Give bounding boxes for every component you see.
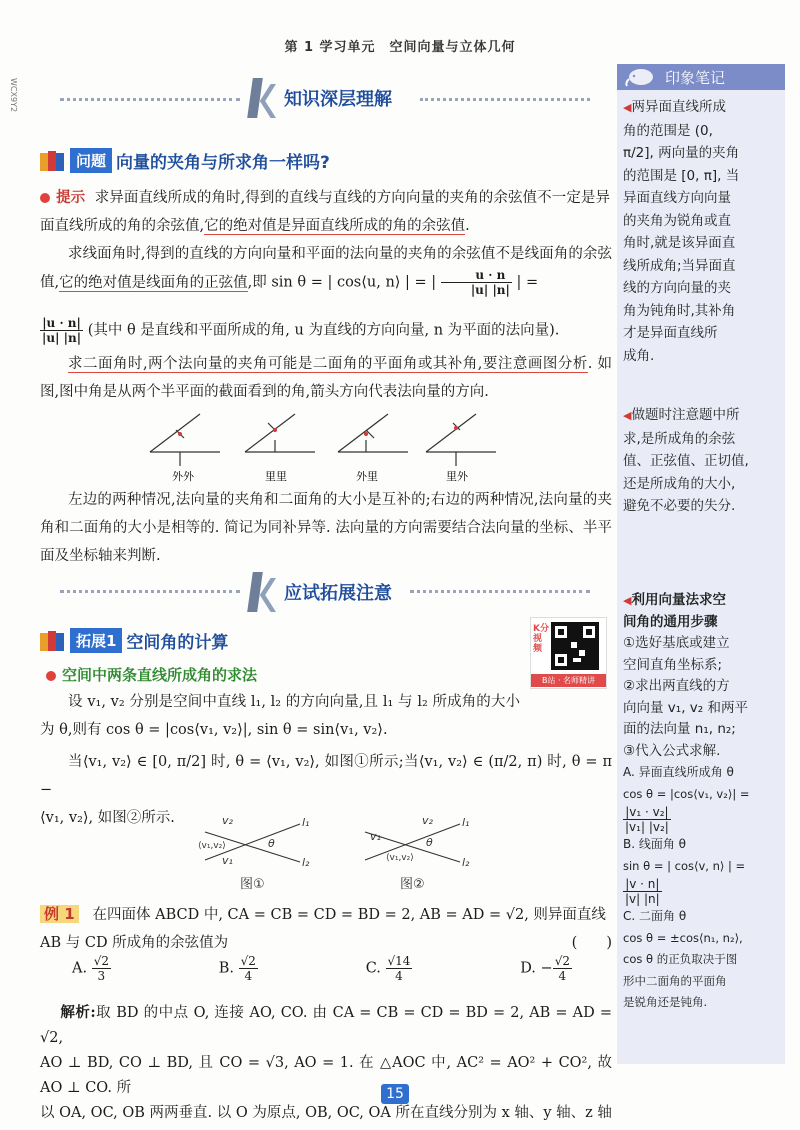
hint-paragraph-1: 提示 求异面直线所成的角时,得到的直线与直线的方向向量的夹角的余弦值不一定是异面直线所成的角的余弦值,它的绝对值是异面直线所成的角的余弦值. — [40, 190, 611, 234]
divider-dots — [60, 590, 240, 595]
sidebar-note-3: ◀利用向量法求空 间角的通用步骤 ①选好基底或建立 空间直角坐标系; ②求出两直线的方 向向量 v₁, v₂ 和两平 面的法向量 n₁, n₂; ③代入公式求解. A. 异面直线所成角 θ cos θ = |cos⟨v₁, v₂⟩| = $\frac{\text{|v₁ · v₂|}}{\text{|v₁| |v₂|}}$ B. 线面角 θ sin θ = | cos⟨v, n⟩ | = $\frac{|v \cdot n|}{|v| |n|}$ C. 二面角 θ cos θ = ±cos⟨n₁, n₂⟩, cos θ 的正负取决于图 形中二面角的平面角 是锐角还是钝角. — [623, 592, 750, 1009]
books-icon — [40, 631, 68, 651]
choices — [72, 954, 612, 983]
hint-paragraph-2: 求线面角时,得到的直线的方向向量和平面的法向量的夹角的余弦值不是线面角的余弦值,它的绝对值是线面角的正弦值,即 sin θ = | cos⟨u, n⟩ | = | $\frac{u \cdot n}{|u| |n|}$ | = — [40, 246, 612, 297]
sidebar-note-2: ◀做题时注意题中所 求,是所成角的余弦 值、正弦值、正切值, 还是所成角的大小, 避免不必要的失分. — [623, 407, 749, 514]
choice-b[interactable]: B. $\frac{√2}{4}$ — [218, 954, 256, 983]
k-logo-icon — [246, 572, 282, 612]
solution: 解析:取 BD 的中点 O, 连接 AO, CO. 由 CA = CB = CD = BD = 2, AB = AD = √2, AO ⊥ BD, CO ⊥ BD, 且 CO = √3, AO = 1. 在 △AOC 中, AC² = AO² + CO², 故 AO ⊥ CO. 所 以 OA, OC, OB 两两垂直. 以 O 为原点, OB, OC, OA 所在直线分别为 x 轴、y 轴、z 轴 — [40, 1004, 612, 1121]
expand-heading — [40, 628, 228, 653]
section-title-exam: 应试拓展注意 — [246, 572, 392, 612]
side-code: WCX9Y2 — [9, 78, 18, 113]
hint-paragraph-5: 左边的两种情况,法向量的夹角和二面角的大小是互补的;右边的两种情况,法向量的夹角和二面角的大小是相等的. 简记为同补异等. 法向量的方向需要结合法向量的坐标、半平面及坐标轴来判断. — [40, 492, 612, 564]
question-text: 向量的夹角与所求角一样吗? — [116, 153, 330, 173]
figure-label: v₂ — [222, 814, 233, 827]
running-header: 第 1 学习单元 空间向量与立体几何 — [284, 40, 516, 55]
question-label: 问题 — [70, 148, 112, 173]
expand-label: 拓展1 — [70, 628, 122, 653]
figure-label: θ — [426, 836, 433, 849]
expand-text: 空间角的计算 — [126, 633, 229, 653]
diagram-label: 外外 — [172, 470, 194, 483]
figure-label: ⟨v₁,v₂⟩ — [198, 841, 226, 851]
divider-dots — [410, 590, 590, 595]
choice-a[interactable]: A. $\frac{√2}{3}$ — [72, 954, 109, 983]
section-title-knowledge: 知识深层理解 — [246, 78, 392, 118]
sidebar-header: 印象笔记 — [617, 64, 785, 90]
figure-label: ⟨v₁,v₂⟩ — [386, 853, 414, 863]
figure-label: l₁ — [462, 816, 470, 829]
example-stem: 例 1 在四面体 ABCD 中, CA = CB = CD = BD = 2, AB = AD = √2, 则异面直线 AB 与 CD 所成角的余弦值为 ( ) — [40, 900, 612, 957]
answer-blank: ( ) — [571, 935, 612, 951]
k-logo-icon — [246, 78, 282, 118]
choice-c[interactable]: C. $\frac{√14}{4}$ — [365, 954, 411, 983]
expand-paragraph-2: 当⟨v₁, v₂⟩ ∈ [0, π/2] 时, θ = ⟨v₁, v₂⟩, 如图①所示;当⟨v₁, v₂⟩ ∈ (π/2, π) 时, θ = π − ⟨v₁, v₂⟩, 如图②所示. — [40, 754, 612, 826]
diagram-label: 里外 — [446, 470, 468, 483]
qr-brand: K分视频 — [533, 624, 549, 654]
divider-dots — [420, 98, 590, 103]
expand-subheading: 空间中两条直线所成角的求法 — [46, 664, 257, 685]
hint-paragraph-3: $\frac{|u \cdot n|}{|u| |n|}$ (其中 θ 是直线和平面所成的角, u 为直线的方向向量, n 为平面的法向量). — [42, 316, 560, 345]
figure-caption: 图② — [400, 877, 425, 892]
figure-label: v₂ — [422, 814, 433, 827]
example-label: 例 1 — [40, 905, 79, 923]
figure-label: l₂ — [302, 856, 310, 869]
angle-figures — [190, 812, 480, 892]
figure-caption: 图① — [240, 877, 265, 892]
choice-d[interactable]: D. − $\frac{√2}{4}$ — [520, 954, 570, 983]
sidebar-note-1: ◀两异面直线所成 角的范围是 (0, π/2], 两向量的夹角 的范围是 [0, π], 当 异面直线方向向量 的夹角为锐角或直 角时,就是该异面直 线所成角;当异面直 线的方向向量的夹 角为钝角时,其补角 才是异面直线所 成角. — [623, 99, 740, 364]
qr-code[interactable] — [530, 617, 607, 689]
bullet-icon — [40, 193, 50, 203]
qr-caption: B站 · 名师精讲 — [531, 674, 606, 687]
diagram-label: 外里 — [356, 470, 378, 483]
expand-paragraph-1: 设 v₁, v₂ 分别是空间中直线 l₁, l₂ 的方向向量,且 l₁ 与 l₂ 所成角的大小为 θ,则有 cos θ = |cos⟨v₁, v₂⟩|, sin θ = sin⟨v₁, v₂⟩. — [40, 694, 520, 738]
divider-dots — [60, 98, 240, 103]
page-number: 15 — [381, 1084, 409, 1104]
question-heading — [40, 148, 330, 173]
fraction: $\frac{|u \cdot n|}{|u| |n|}$ — [42, 316, 82, 345]
figure-label: θ — [268, 837, 275, 850]
figure-label: l₁ — [302, 816, 310, 829]
elephant-icon — [623, 67, 659, 87]
diagram-label: 里里 — [265, 470, 287, 483]
bullet-icon — [46, 671, 56, 681]
dihedral-diagrams — [140, 408, 520, 484]
figure-label: l₂ — [462, 856, 470, 869]
fraction: $\frac{u \cdot n}{|u| |n|}$ — [441, 268, 512, 297]
books-icon — [40, 151, 68, 171]
figure-label: v₁ — [222, 854, 233, 867]
hint-paragraph-4: 求二面角时,两个法向量的夹角可能是二面角的平面角或其补角,要注意画图分析. 如图,图中角是从两个半平面的截面看到的角,箭头方向代表法向量的方向. — [40, 356, 613, 400]
figure-label: v₁ — [370, 830, 381, 843]
